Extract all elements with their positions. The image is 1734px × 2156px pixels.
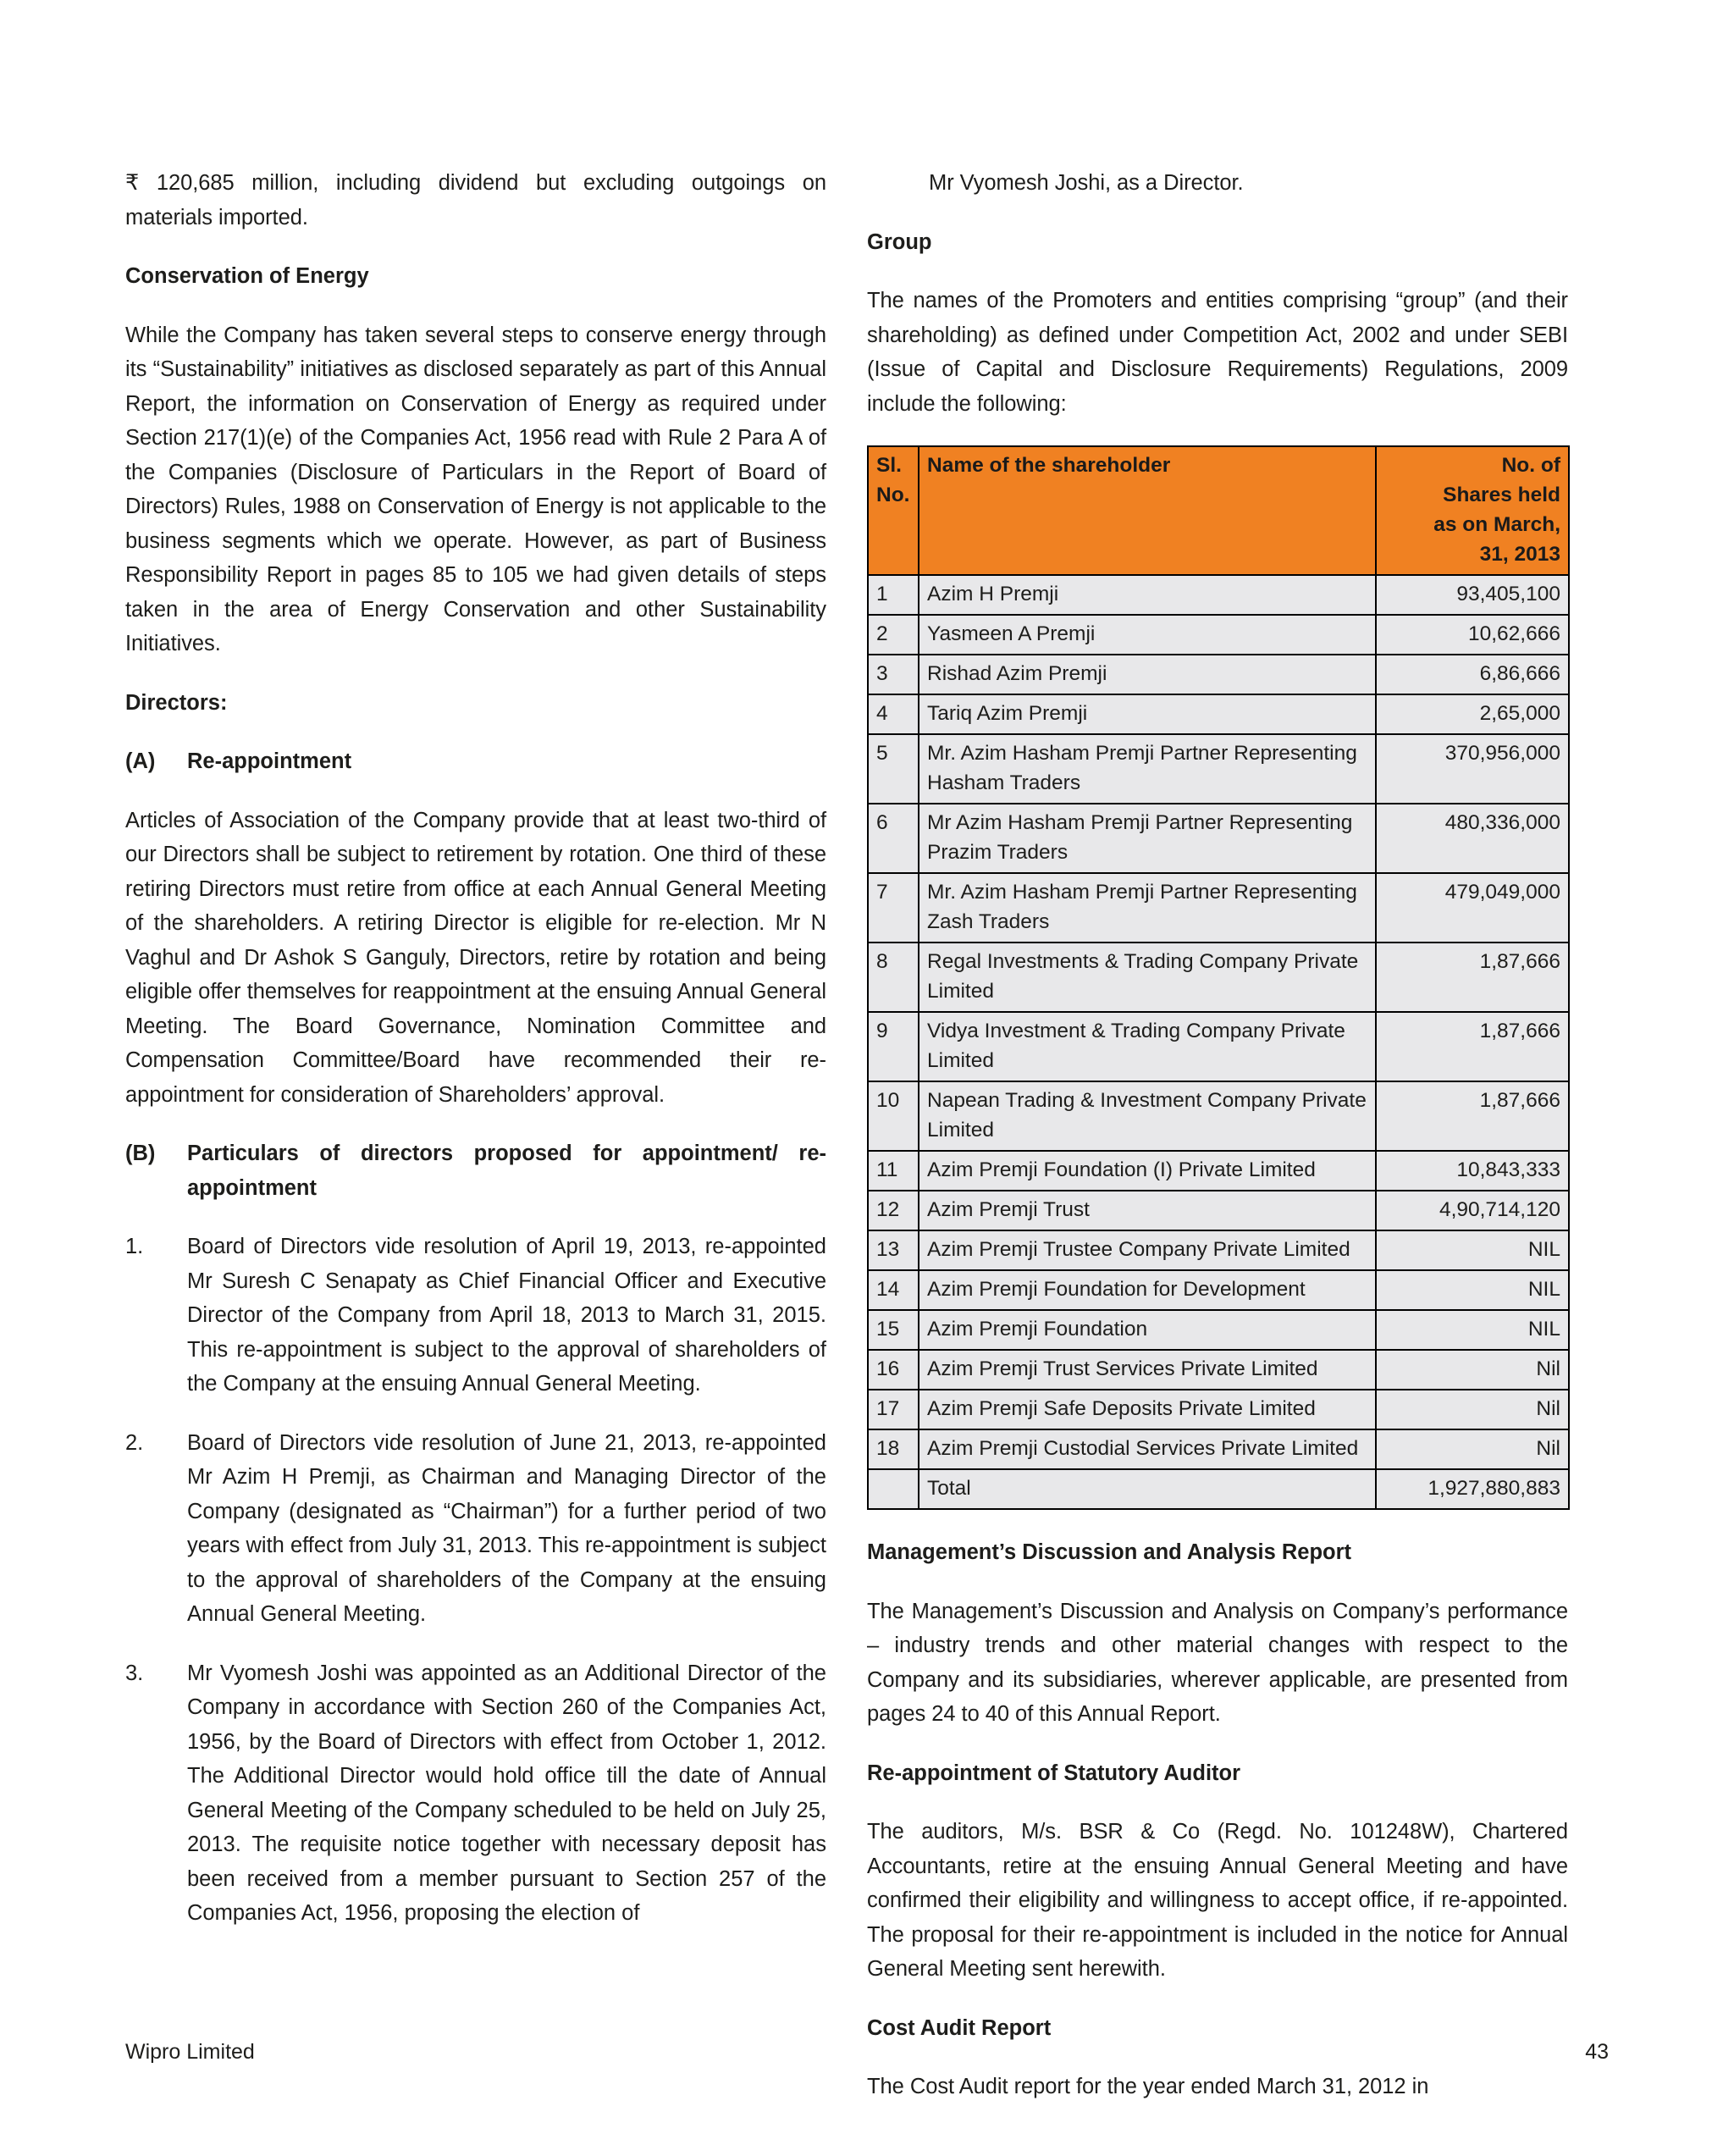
cell-shares: NIL	[1376, 1230, 1569, 1270]
list-item	[125, 1656, 826, 1931]
table-total-row	[868, 1469, 1569, 1509]
section-b-heading-row	[125, 1136, 826, 1205]
cell-name: Mr. Azim Hasham Premji Partner Representing Hasham Traders	[919, 734, 1376, 804]
table-row	[868, 655, 1569, 694]
right-column	[867, 166, 1568, 2129]
cell-shares: 480,336,000	[1376, 804, 1569, 873]
cell-shares: 1,87,666	[1376, 1012, 1569, 1081]
heading-directors: Directors:	[125, 690, 228, 715]
cell-shares: NIL	[1376, 1310, 1569, 1350]
cell-name: Regal Investments & Trading Company Private Limited	[919, 943, 1376, 1012]
page-footer	[125, 2040, 1609, 2065]
cell-name: Azim Premji Foundation for Development	[919, 1270, 1376, 1310]
cell-sl: 5	[868, 734, 919, 804]
two-column-layout	[125, 166, 1609, 2129]
cell-shares: NIL	[1376, 1270, 1569, 1310]
heading-management-discussion-analysis: Management’s Discussion and Analysis Report	[867, 1540, 1352, 1564]
cell-sl-empty	[868, 1469, 919, 1509]
cell-shares: 4,90,714,120	[1376, 1191, 1569, 1230]
cell-shares: 370,956,000	[1376, 734, 1569, 804]
table-row	[868, 694, 1569, 734]
list-item-text: Board of Directors vide resolution of April 19, 2013, re-appointed Mr Suresh C Senapaty as Chief Financial Officer and Executive Director of the Company from April 18, 2013 to March 31, 2015. This re-appointment is subject to the approval of shareholders of the Company at the ensuing Annual General Meeting.	[187, 1235, 826, 1396]
cell-sl: 16	[868, 1350, 919, 1390]
table-row	[868, 873, 1569, 943]
table-row	[868, 1191, 1569, 1230]
section-a-marker: (A)	[125, 749, 156, 773]
list-item-text: Mr Vyomesh Joshi was appointed as an Additional Director of the Company in accordance with Section 260 of the Companies Act, 1956, by the Board of Directors with effect from October 1, 2012. The Additional Director would hold office till the date of Annual General Meeting of the Company scheduled to be held on July 25, 2013. The requisite notice together with necessary deposit has been received from a member pursuant to Section 257 of the Companies Act, 1956, proposing the election of	[187, 1661, 826, 1925]
cell-sl: 11	[868, 1151, 919, 1191]
continuation-paragraph: ₹ 120,685 million, including dividend but excluding outgoings on materials imported.	[125, 171, 826, 229]
cell-name: Azim Premji Trustee Company Private Limited	[919, 1230, 1376, 1270]
cell-sl: 6	[868, 804, 919, 873]
table-row	[868, 1151, 1569, 1191]
list-item-marker: 2.	[125, 1430, 144, 1455]
table-row	[868, 734, 1569, 804]
left-column	[125, 166, 826, 1955]
table-row	[868, 1429, 1569, 1469]
table-row	[868, 575, 1569, 615]
shareholder-table	[867, 445, 1570, 1510]
right-continuation-paragraph: Mr Vyomesh Joshi, as a Director.	[929, 171, 1244, 195]
footer-page-number: 43	[1585, 2040, 1609, 2064]
section-b-marker: (B)	[125, 1142, 156, 1165]
cell-name: Tariq Azim Premji	[919, 694, 1376, 734]
column-header-shares-line3: as on March,	[1433, 513, 1560, 536]
list-item-marker: 1.	[125, 1235, 144, 1258]
cell-shares: Nil	[1376, 1429, 1569, 1469]
cell-name: Azim Premji Safe Deposits Private Limited	[919, 1390, 1376, 1429]
list-item-text: Board of Directors vide resolution of June 21, 2013, re-appointed Mr Azim H Premji, as Chairman and Managing Director of the Company (designated as “Chairman”) for a further period of two years with effect from July 31, 2013. This re-appointment is subject to the approval of shareholders of the Company at the ensuing Annual General Meeting.	[187, 1430, 826, 1626]
cell-shares: Nil	[1376, 1390, 1569, 1429]
table-row	[868, 1230, 1569, 1270]
footer-company-name: Wipro Limited	[125, 2040, 255, 2064]
cell-name: Rishad Azim Premji	[919, 655, 1376, 694]
shareholder-table-body	[868, 575, 1569, 1509]
cell-shares: 10,843,333	[1376, 1151, 1569, 1191]
cost-audit-paragraph: The Cost Audit report for the year ended March 31, 2012 in	[867, 2075, 1429, 2098]
cell-sl: 12	[868, 1191, 919, 1230]
section-a-paragraph: Articles of Association of the Company provide that at least two-third of our Directors shall be subject to retirement by rotation. One third of these retiring Directors must retire from office at each Annual General Meeting of the shareholders. A retiring Director is eligible for re-election. Mr N Vaghul and Dr Ashok S Ganguly, Directors, retire by rotation and being eligible offer themselves for reappointment at the ensuing Annual General Meeting. The Board Governance, Nomination Committee and Compensation Committee/Board have recommended their re-appointment for consideration of Shareholders’ approval.	[125, 808, 826, 1107]
cell-name: Azim Premji Foundation (I) Private Limited	[919, 1151, 1376, 1191]
cell-sl: 7	[868, 873, 919, 943]
cell-sl: 8	[868, 943, 919, 1012]
column-header-sl-line2: No.	[876, 484, 910, 506]
cell-name: Azim Premji Trust Services Private Limited	[919, 1350, 1376, 1390]
section-b-title: Particulars of directors proposed for appointment/ re-appointment	[187, 1142, 826, 1200]
group-paragraph: The names of the Promoters and entities comprising “group” (and their shareholding) as defined under Competition Act, 2002 and under SEBI (Issue of Capital and Disclosure Requirements) Regulations, 2009 include the following:	[867, 289, 1568, 416]
cell-sl: 15	[868, 1310, 919, 1350]
table-row	[868, 1081, 1569, 1151]
cell-total-label: Total	[919, 1469, 1376, 1509]
cell-sl: 10	[868, 1081, 919, 1151]
column-header-shares-line4: 31, 2013	[1479, 543, 1560, 566]
cell-name: Mr. Azim Hasham Premji Partner Representing Zash Traders	[919, 873, 1376, 943]
cell-name: Azim Premji Foundation	[919, 1310, 1376, 1350]
shareholder-table-head	[868, 446, 1569, 575]
table-row	[868, 1390, 1569, 1429]
column-header-name-label: Name of the shareholder	[927, 454, 1171, 477]
cell-name: Azim Premji Custodial Services Private Limited	[919, 1429, 1376, 1469]
cell-sl: 14	[868, 1270, 919, 1310]
cell-name: Azim H Premji	[919, 575, 1376, 615]
heading-conservation-of-energy: Conservation of Energy	[125, 264, 369, 288]
cell-shares: 93,405,100	[1376, 575, 1569, 615]
list-item	[125, 1230, 826, 1401]
table-row	[868, 943, 1569, 1012]
column-header-shares-line1: No. of	[1501, 454, 1560, 477]
heading-cost-audit-report: Cost Audit Report	[867, 2015, 1052, 2040]
cell-name: Napean Trading & Investment Company Private Limited	[919, 1081, 1376, 1151]
table-row	[868, 1012, 1569, 1081]
table-row	[868, 1350, 1569, 1390]
cell-shares: 2,65,000	[1376, 694, 1569, 734]
cell-shares: Nil	[1376, 1350, 1569, 1390]
cell-shares: 1,87,666	[1376, 943, 1569, 1012]
cell-sl: 18	[868, 1429, 919, 1469]
cell-name: Mr Azim Hasham Premji Partner Representing Prazim Traders	[919, 804, 1376, 873]
management-discussion-paragraph: The Management’s Discussion and Analysis on Company’s performance – industry trends and other material changes with respect to the Company and its subsidiaries, wherever applicable, are presented from pages 24 to 40 of this Annual Report.	[867, 1599, 1568, 1726]
column-header-sl-no	[868, 446, 919, 575]
cell-sl: 4	[868, 694, 919, 734]
conservation-of-energy-paragraph: While the Company has taken several steps to conserve energy through its “Sustainability” initiatives as disclosed separately as part of this Annual Report, the information on Conservation of Energy as required under Section 217(1)(e) of the Companies Act, 1956 read with Rule 2 Para A of the Companies (Disclosure of Particulars in the Report of Board of Directors) Rules, 1988 on Conservation of Energy is not applicable to the business segments which we operate. However, as part of Business Responsibility Report in pages 85 to 105 we had given details of steps taken in the area of Energy Conservation and other Sustainability Initiatives.	[125, 323, 826, 655]
table-header-row	[868, 446, 1569, 575]
cell-shares: 10,62,666	[1376, 615, 1569, 655]
cell-sl: 2	[868, 615, 919, 655]
cell-shares: 479,049,000	[1376, 873, 1569, 943]
cell-sl: 13	[868, 1230, 919, 1270]
cell-name: Azim Premji Trust	[919, 1191, 1376, 1230]
table-row	[868, 1310, 1569, 1350]
cell-sl: 9	[868, 1012, 919, 1081]
cell-sl: 17	[868, 1390, 919, 1429]
section-a-heading-row	[125, 744, 826, 779]
list-item	[125, 1426, 826, 1632]
section-a-title: Re-appointment	[187, 749, 352, 773]
column-header-name	[919, 446, 1376, 575]
table-row	[868, 1270, 1569, 1310]
cell-shares: 1,87,666	[1376, 1081, 1569, 1151]
column-header-shares-line2: Shares held	[1443, 484, 1560, 506]
heading-reappointment-statutory-auditor: Re-appointment of Statutory Auditor	[867, 1761, 1241, 1785]
list-item-marker: 3.	[125, 1661, 144, 1685]
heading-group: Group	[867, 229, 932, 254]
column-header-shares	[1376, 446, 1569, 575]
cell-sl: 3	[868, 655, 919, 694]
statutory-auditor-paragraph: The auditors, M/s. BSR & Co (Regd. No. 101248W), Chartered Accountants, retire at the ensuing Annual General Meeting and have confirmed their eligibility and willingness to accept office, if re-appointed. The proposal for their re-appointment is included in the notice for Annual General Meeting sent herewith.	[867, 1820, 1568, 1981]
cell-name: Yasmeen A Premji	[919, 615, 1376, 655]
column-header-sl-line1: Sl.	[876, 454, 902, 477]
table-row	[868, 804, 1569, 873]
cell-name: Vidya Investment & Trading Company Private Limited	[919, 1012, 1376, 1081]
cell-shares: 6,86,666	[1376, 655, 1569, 694]
cell-sl: 1	[868, 575, 919, 615]
table-row	[868, 615, 1569, 655]
cell-total-value: 1,927,880,883	[1376, 1469, 1569, 1509]
